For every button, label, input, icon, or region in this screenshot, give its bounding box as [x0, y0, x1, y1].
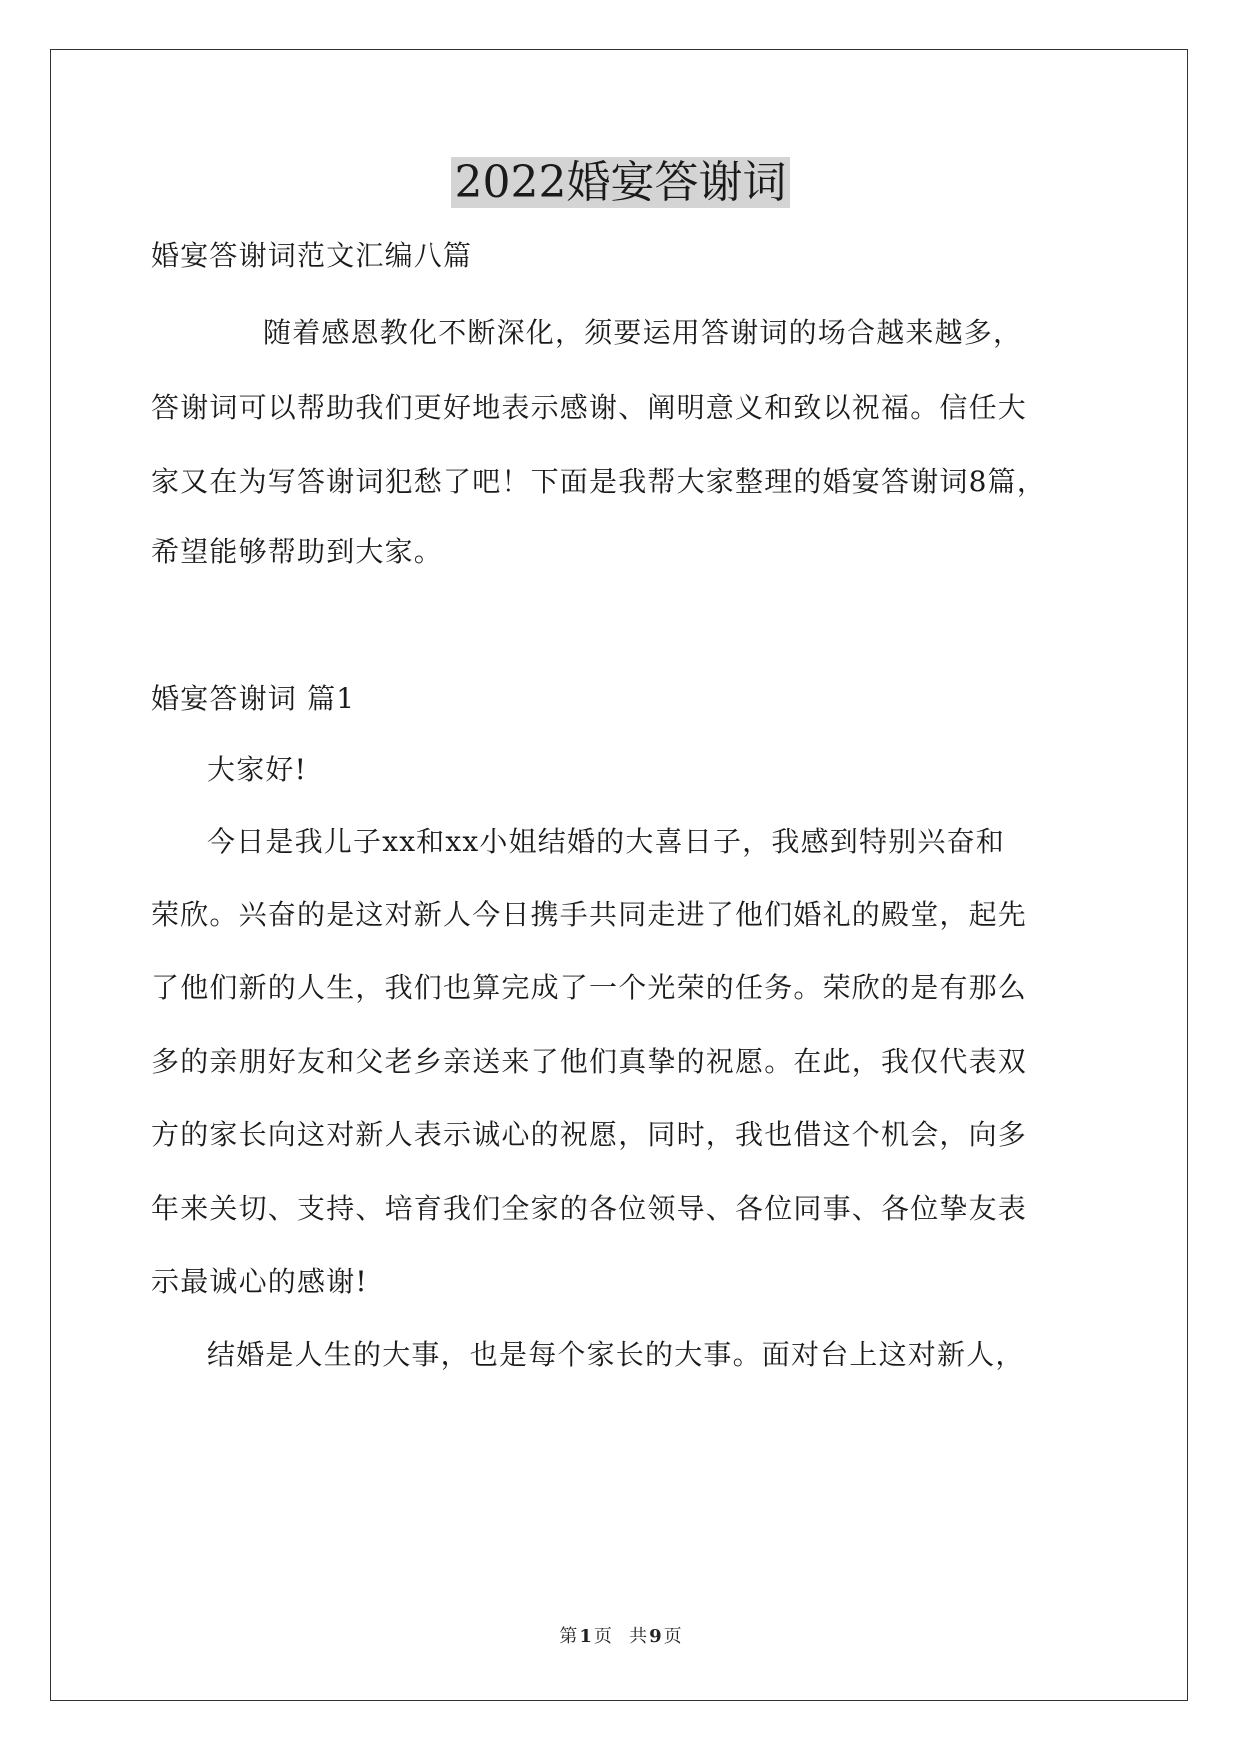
intro-line: 答谢词可以帮助我们更好地表示感谢、阐明意义和致以祝福。信任大 [151, 391, 1028, 424]
paragraph-line: 多的亲朋好友和父老乡亲送来了他们真挚的祝愿。在此，我仅代表双 [151, 1045, 1028, 1078]
footer-suffix: 页 [663, 1626, 682, 1647]
document-title [0, 155, 1241, 211]
paragraph-line: 示最诚心的感谢! [151, 1265, 368, 1298]
document-subtitle: 婚宴答谢词范文汇编八篇 [151, 239, 473, 272]
footer-middle: 页 共 [593, 1626, 648, 1647]
section-heading: 婚宴答谢词 篇1 [151, 682, 356, 715]
intro-line: 随着感恩教化不断深化，须要运用答谢词的场合越来越多， [263, 316, 1023, 349]
paragraph-line: 年来关切、支持、培育我们全家的各位领导、各位同事、各位挚友表 [151, 1192, 1028, 1225]
current-page-number: 1 [579, 1626, 592, 1647]
paragraph-line: 结婚是人生的大事，也是每个家长的大事。面对台上这对新人， [207, 1338, 1025, 1371]
greeting: 大家好! [207, 753, 308, 786]
page-footer [0, 1625, 1241, 1649]
intro-line: 希望能够帮助到大家。 [151, 535, 444, 568]
footer-prefix: 第 [559, 1626, 578, 1647]
total-pages-number: 9 [649, 1626, 662, 1647]
intro-line: 家又在为写答谢词犯愁了吧！下面是我帮大家整理的婚宴答谢词8篇， [151, 465, 1047, 498]
page-border [50, 49, 1188, 1701]
paragraph-line: 方的家长向这对新人表示诚心的祝愿，同时，我也借这个机会，向多 [151, 1118, 1028, 1151]
document-title-text: 2022婚宴答谢词 [451, 157, 791, 208]
paragraph-line: 今日是我儿子xx和xx小姐结婚的大喜日子，我感到特别兴奋和 [207, 825, 1005, 858]
paragraph-line: 荣欣。兴奋的是这对新人今日携手共同走进了他们婚礼的殿堂，起先 [151, 898, 1028, 931]
paragraph-line: 了他们新的人生，我们也算完成了一个光荣的任务。荣欣的是有那么 [151, 971, 1028, 1004]
